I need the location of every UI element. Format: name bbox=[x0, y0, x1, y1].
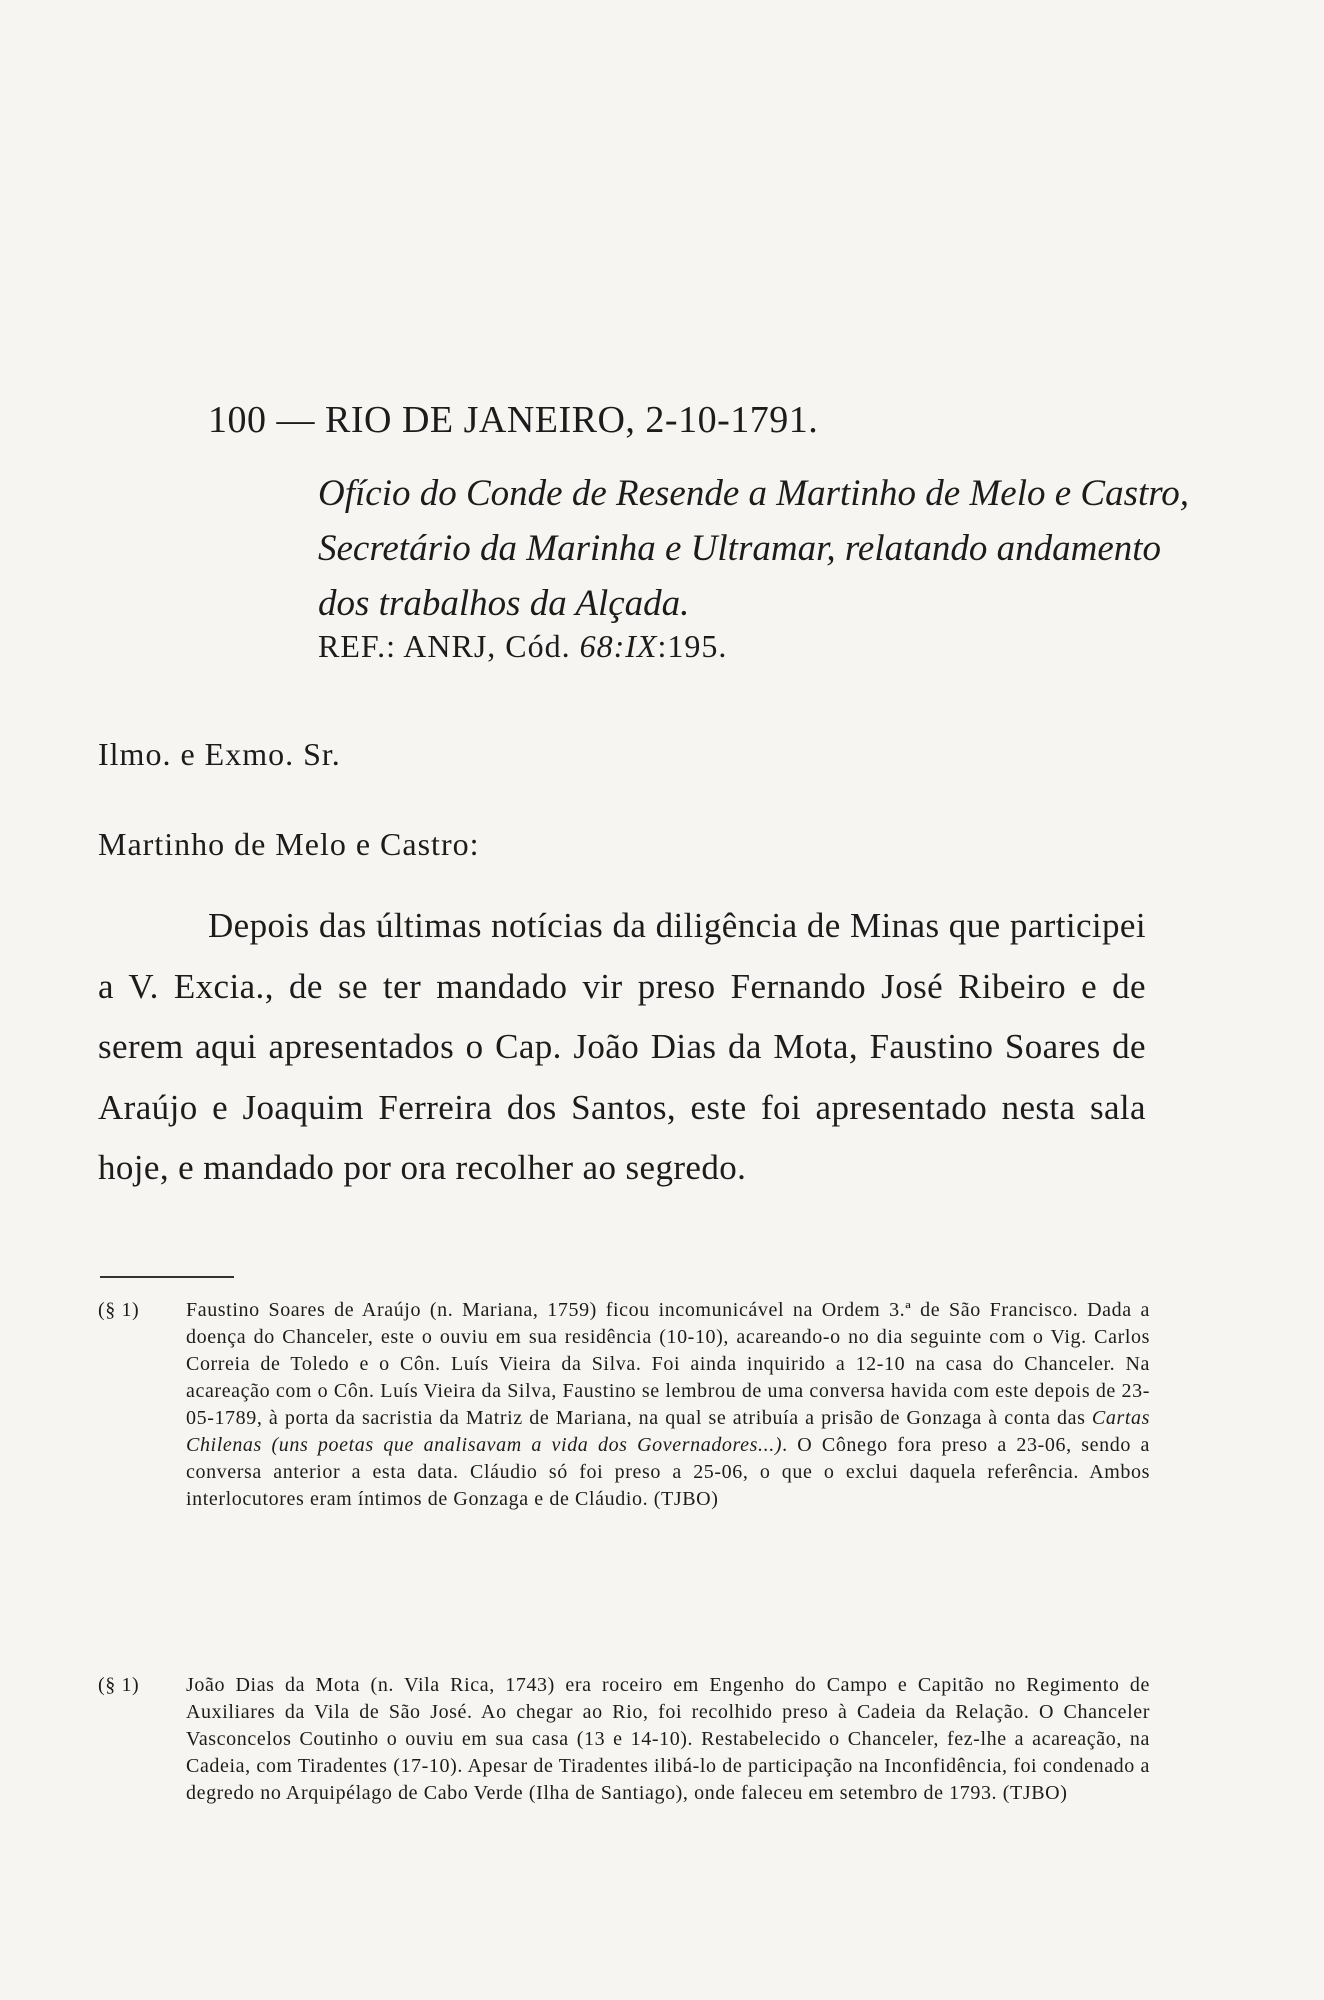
footnote-divider bbox=[100, 1276, 234, 1278]
letter-body: Depois das últimas notícias da diligência de Minas que participei a V. Excia., de se ter mandado vir preso Fernando José Ribeiro e de serem aqui apresentados o Cap. João Dias da Mota, Faustino Soares de Araújo e Joaquim Ferreira dos Santos, este foi apresentado nesta sala hoje, e mandado por ora recolher ao segredo. bbox=[98, 906, 1146, 1187]
reference-prefix: REF.: ANRJ, Cód. bbox=[318, 628, 571, 664]
reference-suffix: :195. bbox=[657, 628, 728, 664]
addressee: Martinho de Melo e Castro: bbox=[98, 826, 480, 862]
footnote-text-part: Faustino Soares de Araújo (n. Mariana, 1759) ficou incomunicável na Ordem 3.ª de São Francisco. Dada a doença do Chanceler, este o ouviu em sua residência (10-10), acareando-o no dia seguinte com o Vig. Carlos Correia de Toledo e o Côn. Luís Vieira da Silva. Foi ainda inquirido a 12-10 na casa do Chanceler. Na acareação com o Côn. Luís Vieira da Silva, Faustino se lembrou de uma conversa havida com este depois de 23-05-1789, à porta da sacristia da Matriz de Mariana, na qual se atribuía a prisão de Gonzaga à conta das bbox=[186, 1299, 1150, 1429]
footnote-mark: (§ 1) bbox=[98, 1674, 140, 1696]
document-heading: 100 — RIO DE JANEIRO, 2-10-1791. bbox=[208, 399, 819, 441]
footnote-text-part: . O Cônego fora preso a 23-06, sendo a conversa anterior a esta data. Cláudio só foi preso a 25-06, o que o exclui daquela referência. Ambos interlocutores eram íntimos de Gonzaga e de Cláudio. (TJBO) bbox=[186, 1434, 1150, 1510]
salutation: Ilmo. e Exmo. Sr. bbox=[98, 736, 341, 772]
footnote bbox=[98, 1672, 1150, 1807]
footnote-text: João Dias da Mota (n. Vila Rica, 1743) era roceiro em Engenho do Campo e Capitão no Regimento de Auxiliares da Vila de São José. Ao chegar ao Rio, foi recolhido preso à Cadeia da Relação. O Chanceler Vasconcelos Coutinho o ouviu em sua casa (13 e 14-10). Restabelecido o Chanceler, fez-lhe a acareação, na Cadeia, com Tiradentes (17-10). Apesar de Tiradentes ilibá-lo de participação na Inconfidência, foi condenado a degredo no Arquipélago de Cabo Verde (Ilha de Santiago), onde faleceu em setembro de 1793. (TJBO) bbox=[186, 1674, 1150, 1804]
footnote-mark: (§ 1) bbox=[98, 1299, 140, 1321]
archive-reference bbox=[318, 628, 727, 665]
document-summary: Ofício do Conde de Resende a Martinho de Melo e Castro, Secretário da Marinha e Ultramar, relatando andamento dos trabalhos da Alçada. bbox=[318, 473, 1190, 624]
footnote bbox=[98, 1297, 1150, 1513]
reference-code: 68:IX bbox=[579, 628, 658, 664]
footnote-text bbox=[186, 1297, 1150, 1513]
footnote-italic-text: Cartas Chilenas (uns poetas que analisavam a vida dos Governadores...) bbox=[186, 1407, 1150, 1456]
